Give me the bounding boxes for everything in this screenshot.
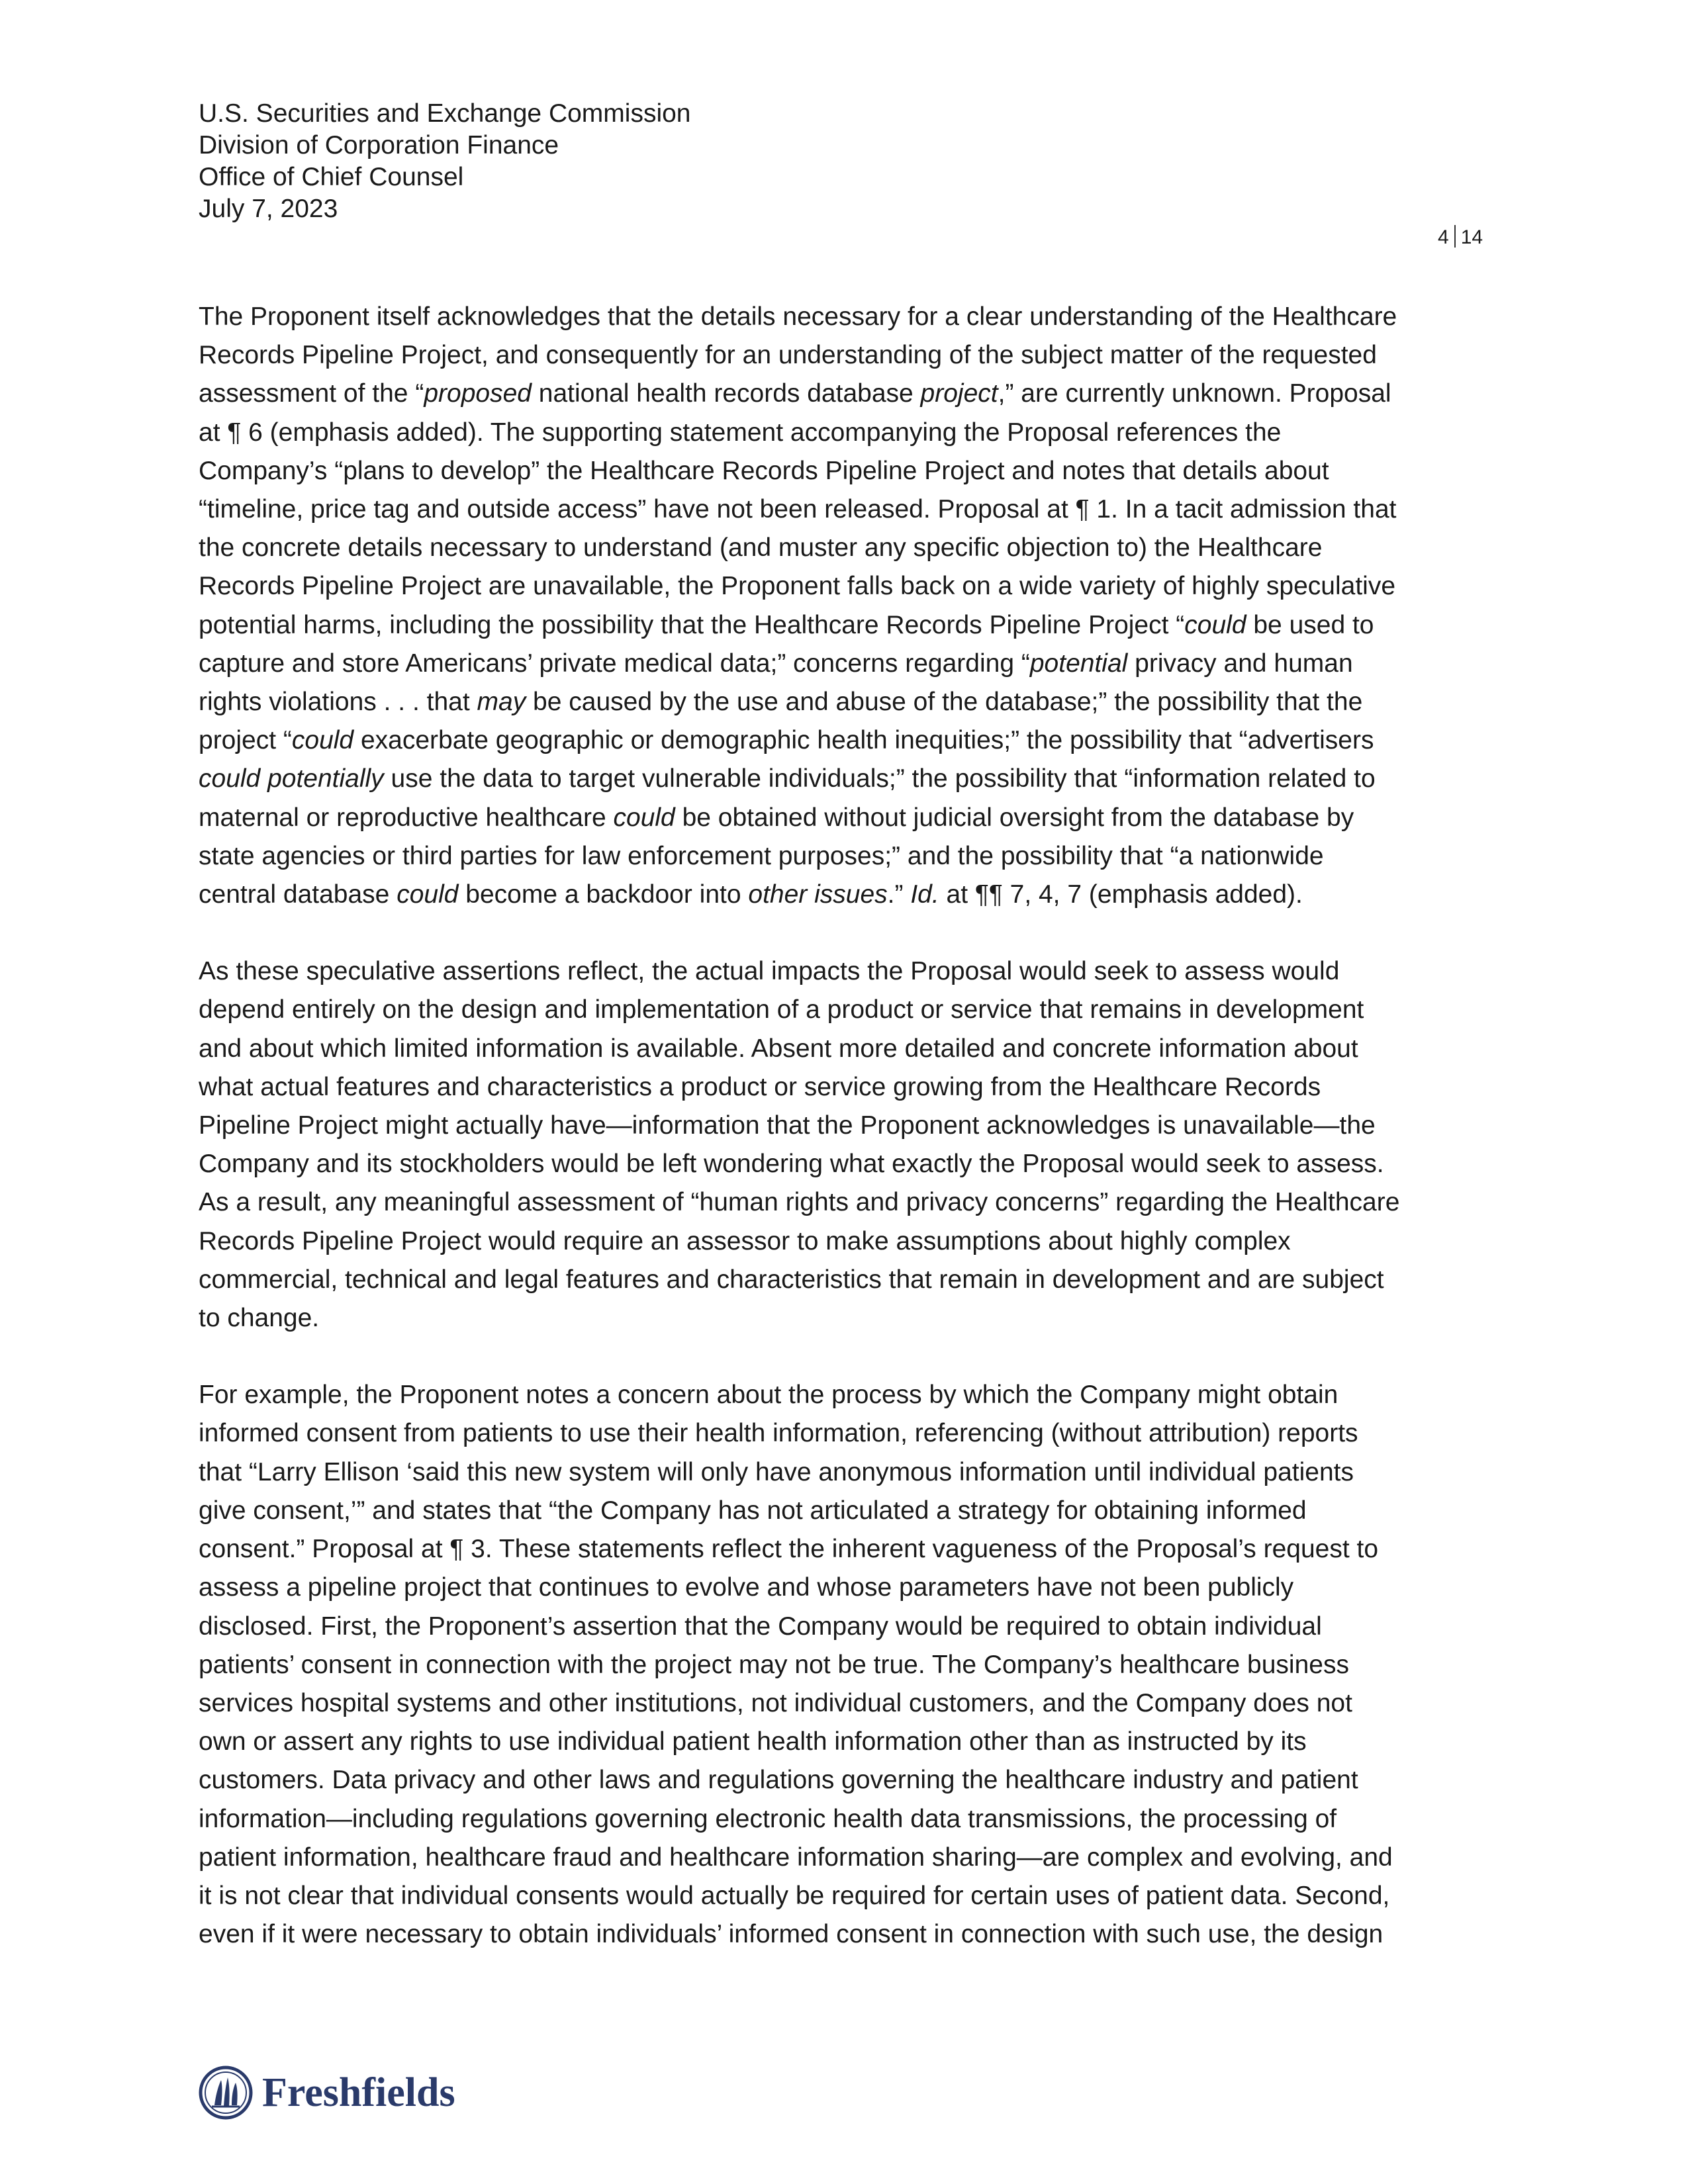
emphasis-text: could potentially	[199, 764, 384, 794]
recipient-office: Office of Chief Counsel	[199, 163, 464, 191]
text-line	[199, 1569, 1489, 1607]
text-line	[199, 721, 1489, 760]
letter-body	[199, 298, 1489, 1992]
text-line	[199, 876, 1489, 914]
text-run: at ¶ 6 (emphasis added). The supporting statement accompanying the Proposal references the	[199, 418, 1282, 447]
text-run: own or assert any rights to use individual patient health information other than as instructed by its	[199, 1727, 1307, 1756]
emphasis-text: could	[397, 880, 459, 909]
text-line	[199, 991, 1489, 1029]
text-line	[199, 375, 1489, 413]
text-run: at ¶¶ 7, 4, 7 (emphasis added).	[939, 880, 1303, 909]
text-line	[199, 1915, 1489, 1954]
text-line	[199, 452, 1489, 490]
body-paragraph	[199, 1376, 1489, 1954]
text-line	[199, 1453, 1489, 1492]
text-line	[199, 952, 1489, 991]
text-line	[199, 837, 1489, 876]
text-line	[199, 645, 1489, 683]
text-line	[199, 1839, 1489, 1877]
text-run: patient information, healthcare fraud and healthcare information sharing—are complex and evolving, and	[199, 1843, 1393, 1872]
text-run: project “	[199, 726, 292, 755]
text-run: customers. Data privacy and other laws and regulations governing the healthcare industry and patient	[199, 1766, 1358, 1795]
recipient-division: Division of Corporation Finance	[199, 131, 559, 159]
recipient-agency: U.S. Securities and Exchange Commission	[199, 99, 691, 128]
text-run: As a result, any meaningful assessment of “human rights and privacy concerns” regarding the Healthcare	[199, 1188, 1400, 1217]
text-line	[199, 1222, 1489, 1261]
page-total: 14	[1460, 226, 1483, 248]
emphasis-text: potential	[1029, 649, 1128, 678]
text-run: potential harms, including the possibility that the Healthcare Records Pipeline Project “	[199, 610, 1185, 639]
text-line	[199, 1492, 1489, 1530]
text-run: Records Pipeline Project would require an assessor to make assumptions about highly complex	[199, 1226, 1291, 1255]
text-run: privacy and human	[1127, 649, 1353, 678]
text-line	[199, 567, 1489, 606]
text-run: exacerbate geographic or demographic health inequities;” the possibility that “advertisers	[353, 726, 1374, 755]
page-separator	[1454, 225, 1456, 248]
body-paragraph	[199, 952, 1489, 1338]
text-run: be caused by the use and abuse of the database;” the possibility that the	[526, 688, 1363, 717]
text-run: give consent,’” and states that “the Company has not articulated a strategy for obtaining informed	[199, 1496, 1307, 1525]
text-run: to change.	[199, 1304, 320, 1333]
text-line	[199, 1761, 1489, 1799]
text-run: Records Pipeline Project, and consequently for an understanding of the subject matter of the requested	[199, 341, 1377, 370]
text-run: Records Pipeline Project are unavailable, the Proponent falls back on a wide variety of highly speculative	[199, 572, 1396, 601]
text-run: consent.” Proposal at ¶ 3. These statements reflect the inherent vagueness of the Proposal’s request to	[199, 1535, 1379, 1564]
text-line	[199, 1608, 1489, 1646]
text-line	[199, 1414, 1489, 1453]
text-run: disclosed. First, the Proponent’s assertion that the Company would be required to obtain individual	[199, 1612, 1322, 1641]
text-run: that “Larry Ellison ‘said this new system will only have anonymous information until individual patients	[199, 1457, 1354, 1486]
body-paragraph	[199, 298, 1489, 914]
text-run: Company and its stockholders would be left wondering what exactly the Proposal would seek to assess.	[199, 1150, 1384, 1179]
text-run: information—including regulations governing electronic health data transmissions, the processing of	[199, 1804, 1337, 1833]
text-run: Pipeline Project might actually have—information that the Proponent acknowledges is unavailable—the	[199, 1111, 1376, 1140]
text-run: Company’s “plans to develop” the Healthcare Records Pipeline Project and notes that details about	[199, 456, 1329, 485]
text-run: commercial, technical and legal features and characteristics that remain in development and are subject	[199, 1265, 1384, 1294]
freshfields-crest-icon	[199, 2066, 253, 2120]
text-line	[199, 1299, 1489, 1338]
freshfields-wordmark: Freshfields	[262, 2070, 455, 2115]
emphasis-text: proposed	[424, 379, 532, 408]
text-run: depend entirely on the design and implementation of a product or service that remains in development	[199, 995, 1364, 1024]
letter-header	[199, 98, 691, 225]
text-run: rights violations . . . that	[199, 688, 477, 717]
text-run: services hospital systems and other institutions, not individual customers, and the Company does not	[199, 1688, 1352, 1717]
text-run: capture and store Americans’ private medical data;” concerns regarding “	[199, 649, 1030, 678]
text-line	[199, 1376, 1489, 1414]
emphasis-text: Id.	[910, 880, 939, 909]
text-run: state agencies or third parties for law enforcement purposes;” and the possibility that “a nationwide	[199, 841, 1324, 870]
text-line	[199, 683, 1489, 721]
text-run: even if it were necessary to obtain individuals’ informed consent in connection with such use, the design	[199, 1920, 1383, 1949]
text-line	[199, 799, 1489, 837]
text-run: what actual features and characteristics a product or service growing from the Healthcare Records	[199, 1072, 1321, 1101]
text-run: informed consent from patients to use their health information, referencing (without attribution) reports	[199, 1419, 1358, 1448]
text-run: maternal or reproductive healthcare	[199, 803, 614, 832]
text-run: be used to	[1246, 610, 1374, 639]
text-line	[199, 1183, 1489, 1222]
text-line	[199, 760, 1489, 798]
text-run: ,” are currently unknown. Proposal	[998, 379, 1391, 408]
text-line	[199, 606, 1489, 645]
page-number	[1438, 225, 1483, 250]
text-run: For example, the Proponent notes a concern about the process by which the Company might obtain	[199, 1381, 1338, 1410]
page-current: 4	[1438, 226, 1449, 248]
text-run: the concrete details necessary to understand (and muster any specific objection to) the Healthcare	[199, 533, 1323, 563]
text-line	[199, 529, 1489, 567]
emphasis-text: may	[477, 688, 526, 717]
text-run: and about which limited information is available. Absent more detailed and concrete information about	[199, 1034, 1358, 1063]
text-line	[199, 1030, 1489, 1068]
text-run: assessment of the “	[199, 379, 424, 408]
text-line	[199, 1107, 1489, 1145]
emphasis-text: project	[920, 379, 998, 408]
emphasis-text: could	[1184, 610, 1246, 639]
emphasis-text: other issues	[748, 880, 888, 909]
text-run: The Proponent itself acknowledges that the details necessary for a clear understanding of the Healthcare	[199, 302, 1397, 331]
text-run: use the data to target vulnerable individuals;” the possibility that “information related to	[383, 764, 1376, 794]
emphasis-text: could	[291, 726, 354, 755]
text-run: be obtained without judicial oversight from the database by	[675, 803, 1354, 832]
text-run: become a backdoor into	[458, 880, 749, 909]
text-line	[199, 1646, 1489, 1684]
emphasis-text: could	[613, 803, 675, 832]
text-line	[199, 1145, 1489, 1183]
text-line	[199, 1723, 1489, 1761]
text-line	[199, 1684, 1489, 1723]
text-run: As these speculative assertions reflect, the actual impacts the Proposal would seek to assess would	[199, 957, 1340, 986]
text-line	[199, 414, 1489, 452]
text-line	[199, 1877, 1489, 1915]
text-run: patients’ consent in connection with the project may not be true. The Company’s healthcare business	[199, 1650, 1349, 1679]
letter-date: July 7, 2023	[199, 195, 338, 223]
text-run: assess a pipeline project that continues to evolve and whose parameters have not been publicly	[199, 1573, 1294, 1602]
text-line	[199, 1261, 1489, 1299]
text-run: “timeline, price tag and outside access” have not been released. Proposal at ¶ 1. In a tacit admission that	[199, 495, 1397, 524]
footer-logo	[199, 2064, 455, 2122]
text-line	[199, 1800, 1489, 1839]
text-line	[199, 336, 1489, 375]
text-run: it is not clear that individual consents would actually be required for certain uses of patient data. Second,	[199, 1881, 1390, 1910]
text-line	[199, 298, 1489, 336]
text-run: .”	[887, 880, 911, 909]
text-line	[199, 490, 1489, 529]
text-line	[199, 1068, 1489, 1107]
text-line	[199, 1530, 1489, 1569]
text-run: national health records database	[531, 379, 921, 408]
text-run: central database	[199, 880, 397, 909]
